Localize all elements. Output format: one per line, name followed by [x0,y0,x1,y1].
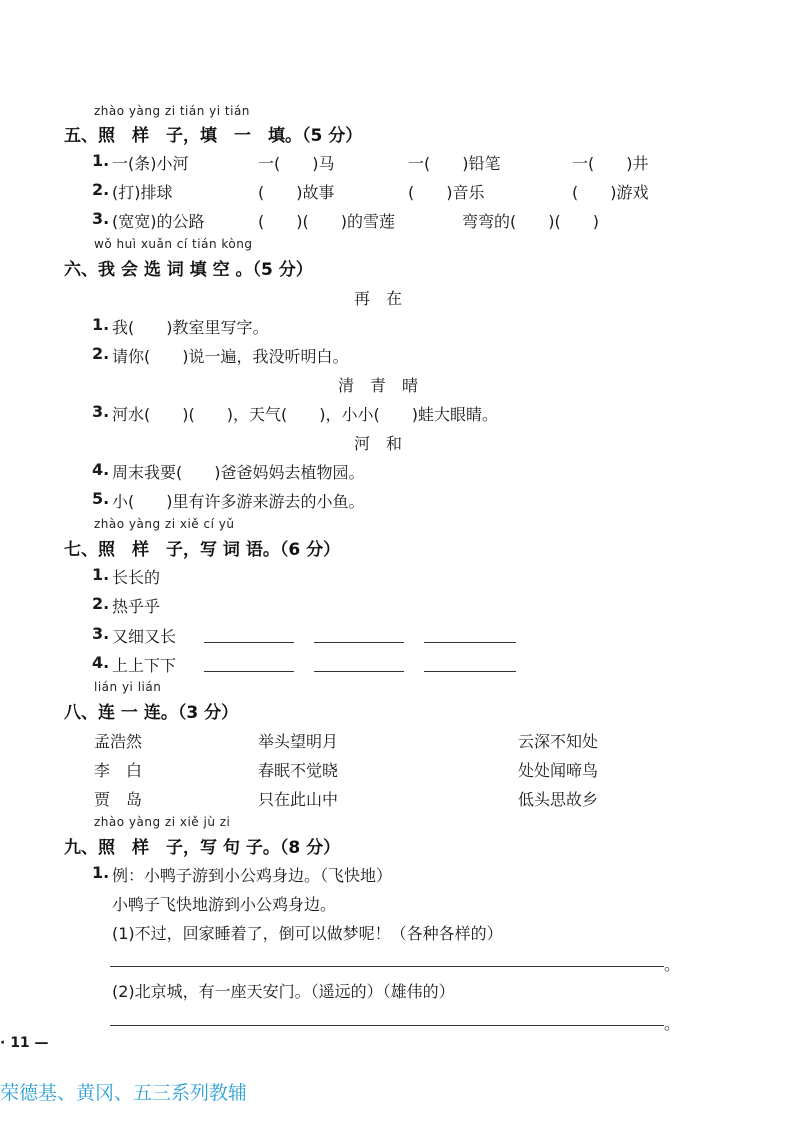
s9-example-answer: 小鸭子飞快地游到小公鸡身边。 [112,895,337,914]
s6-q4-num: 4. [92,460,110,479]
s5-row2-num: 2. [92,180,110,199]
s6-q2-text: 请你( )说一遍，我没听明白。 [112,347,349,366]
section7-pinyin: zhào yàng zi xiě cí yǔ [94,517,235,531]
section8-pinyin: lián yi lián [94,680,162,694]
s6-q1-num: 1. [92,315,110,334]
s6-q2-num: 2. [92,344,110,363]
section5-pinyin: zhào yàng zi tián yi tián [94,104,250,118]
s7-q3-answer-line-1[interactable] [204,642,294,643]
section5-title: 五、照 样 子，填 一 填。（5 分） [64,126,363,146]
section9-pinyin: zhào yàng zi xiě jù zi [94,815,231,829]
s7-q3-num: 3. [92,624,110,643]
s9-sub1: (1)不过，回家睡着了，倒可以做梦呢！（各种各样的） [112,924,503,943]
s6-q1-text: 我( )教室里写字。 [112,318,269,337]
s5-r1-c4: 一( )井 [572,154,649,173]
s7-q4-text: 上上下下 [112,656,177,675]
s8-poet-1[interactable]: 孟浩然 [94,732,143,751]
s5-row3-num: 3. [92,209,110,228]
s5-r1-c2: 一( )马 [258,154,335,173]
footer-brand: 荣德基、黄冈、五三系列教辅 [0,1082,248,1104]
s9-sub2-period: 。 [664,1014,681,1033]
s5-r1-c3: 一( )铅笔 [408,154,501,173]
s5-row1-num: 1. [92,151,110,170]
s5-r2-c2: ( )故事 [258,183,335,202]
s8-poet-2[interactable]: 李 白 [94,761,143,780]
section8-title: 八、连 一 连。（3 分） [64,703,239,723]
page-number: · 11 — [0,1035,49,1051]
s9-sub2-answer-line[interactable] [110,1025,664,1026]
s6-q5-text: 小( )里有许多游来游去的小鱼。 [112,492,365,511]
s8-poet-3[interactable]: 贾 岛 [94,790,143,809]
s7-q3-answer-line-3[interactable] [424,642,516,643]
s5-r1-c1: 一(条)小河 [112,154,189,173]
s5-row1 [92,151,109,170]
s5-r2-c1: (打)排球 [112,183,173,202]
section6-pinyin: wǒ huì xuǎn cí tián kòng [94,237,253,251]
s7-q4-num: 4. [92,653,110,672]
s8-line-right-3[interactable]: 低头思故乡 [518,790,599,809]
s8-line-mid-3[interactable]: 只在此山中 [258,790,339,809]
s5-r3-c2: ( )( )的雪莲 [258,212,395,231]
s6-options-2: 清 青 晴 [338,376,419,395]
s7-q4-answer-line-1[interactable] [204,671,294,672]
s5-r2-c3: ( )音乐 [408,183,485,202]
s6-q3-text: 河水( )( )，天气( )，小小( )蛙大眼睛。 [112,405,498,424]
s6-options-1: 再 在 [354,289,403,308]
s8-line-mid-2[interactable]: 春眠不觉晓 [258,761,339,780]
s6-q3-num: 3. [92,402,110,421]
section6-title: 六、我 会 选 词 填 空 。（5 分） [64,260,313,280]
s9-sub1-period: 。 [664,955,681,974]
s7-q2-num: 2. [92,594,110,613]
s7-q1-text: 长长的 [112,568,161,587]
s8-line-mid-1[interactable]: 举头望明月 [258,732,339,751]
s6-options-3: 河 和 [354,434,403,453]
s7-q3-answer-line-2[interactable] [314,642,404,643]
s6-q5-num: 5. [92,489,110,508]
section9-title: 九、照 样 子，写 句 子。（8 分） [64,838,341,858]
s7-q4-answer-line-3[interactable] [424,671,516,672]
section7-title: 七、照 样 子，写 词 语。（6 分） [64,540,341,560]
s9-sub1-answer-line[interactable] [110,966,664,967]
s7-q4-answer-line-2[interactable] [314,671,404,672]
s7-q3-text: 又细又长 [112,627,177,646]
s6-q4-text: 周末我要( )爸爸妈妈去植物园。 [112,463,365,482]
s9-sub2: (2)北京城，有一座天安门。（遥远的）（雄伟的） [112,982,455,1001]
s8-line-right-1[interactable]: 云深不知处 [518,732,599,751]
s7-q2-text: 热乎乎 [112,597,161,616]
s8-line-right-2[interactable]: 处处闻啼鸟 [518,761,599,780]
s9-example: 例：小鸭子游到小公鸡身边。（飞快地） [112,866,393,885]
s7-q1-num: 1. [92,565,110,584]
s9-example-num: 1. [92,863,110,882]
s5-r3-c1: (宽宽)的公路 [112,212,205,231]
s5-r2-c4: ( )游戏 [572,183,649,202]
s5-r3-c3: 弯弯的( )( ) [462,212,599,231]
